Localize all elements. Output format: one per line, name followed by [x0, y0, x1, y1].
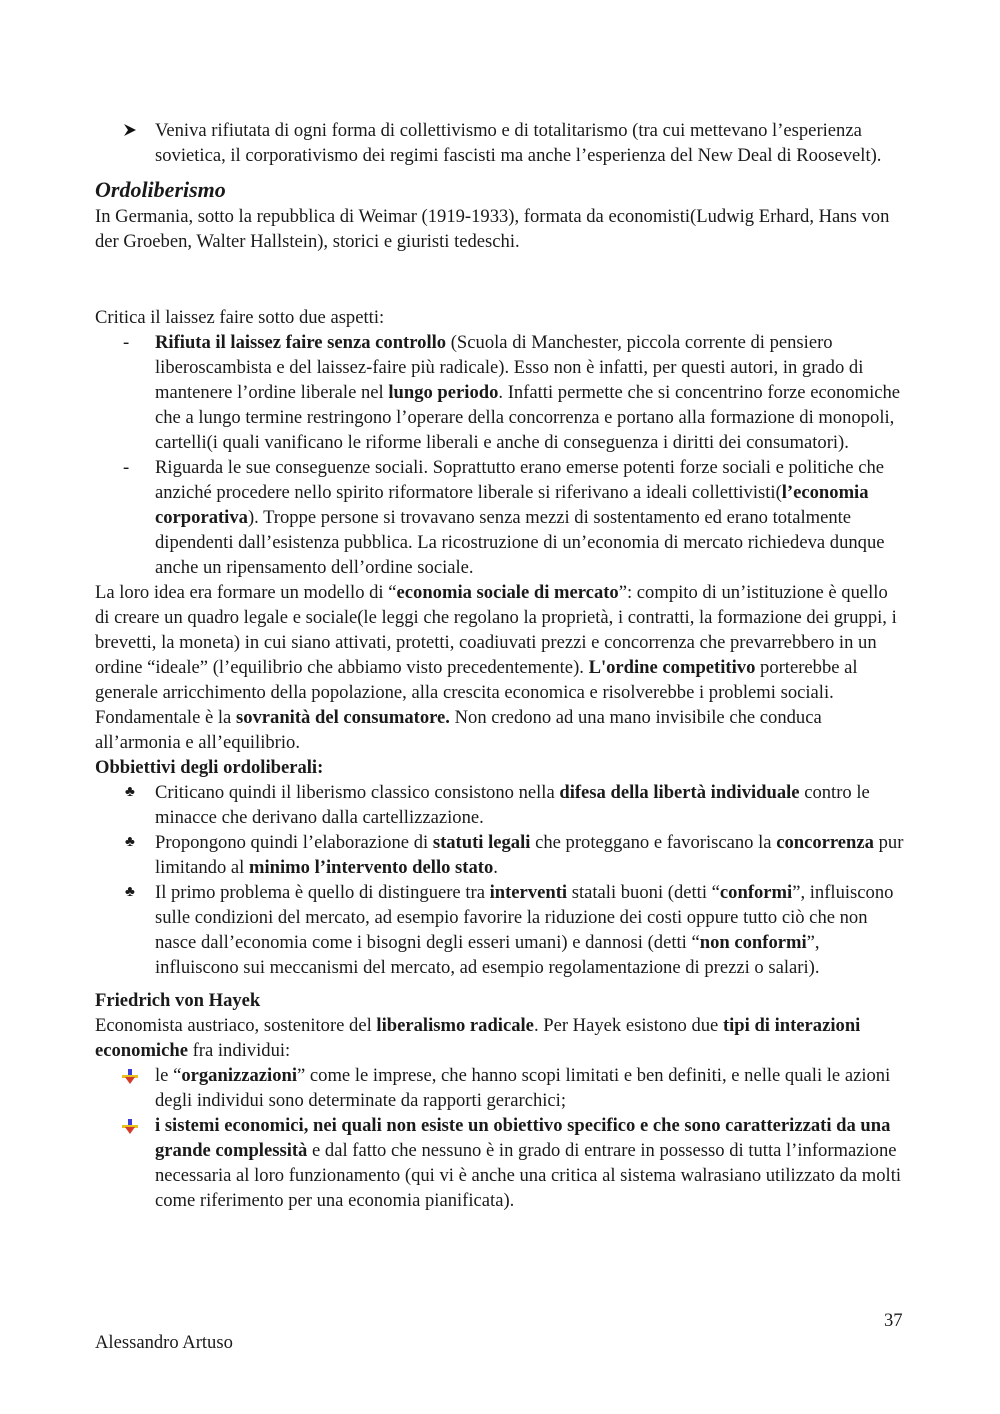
- colored-arrow-bullet-icon: [122, 1117, 138, 1133]
- objective-2-text: Propongono quindi l’elaborazione di statuti legali che proteggano e favoriscano la concorrenza pur limitando al minimo l’intervento dello stato.: [155, 832, 904, 878]
- page-number: 37: [884, 1310, 903, 1331]
- hayek-item-1: [95, 1063, 905, 1113]
- aspect-2-text: Riguarda le sue conseguenze sociali. Soprattutto erano emerse potenti forze sociali e politiche che anziché procedere nello spirito riformatore liberale si riferivano a ideali collettivisti(l’economia corporativa). Troppe persone si trovavano senza mezzi di sostentamento ed erano totalmente dipendenti dall’esistenza pubblica. La ricostruzione di un’economia di mercato richiedeva dunque anche un ripensamento dell’ordine sociale.: [155, 457, 885, 578]
- critica-intro: Critica il laissez faire sotto due aspetti:: [95, 307, 385, 328]
- intro-bullet-item: [95, 118, 905, 168]
- objective-item-3: [95, 880, 905, 980]
- club-bullet-icon: ♣: [125, 834, 135, 850]
- club-bullet-icon: ♣: [125, 884, 135, 900]
- objective-3-text: Il primo problema è quello di distinguere tra interventi statali buoni (detti “conformi”, influiscono sulle condizioni del mercato, ad esempio favorire la riduzione dei costi oppure tutto ciò che non nasce dall’economia come i bisogni degli esseri umani) e dannosi (detti “non conformi”, influiscono sui meccanismi del mercato, ad esempio regolamentazione di prezzi o salari).: [155, 882, 894, 978]
- section-heading-hayek: Friedrich von Hayek: [95, 990, 261, 1011]
- idea-paragraph: La loro idea era formare un modello di “economia sociale di mercato”: compito di un’istituzione è quello di creare un quadro legale e sociale(le leggi che regolano la proprietà, i contratti, la formazione dei gruppi, i brevetti, la moneta) in cui siano attivati, protetti, coadiuvati prezzi e concorrenza che prevarrebbero in un ordine “ideale” (l’equilibrio che abbiamo visto precedentemente). L'ordine competitivo porterebbe al generale arricchimento della popolazione, alla crescita economica e risolverebbe i problemi sociali. Fondamentale è la sovranità del consumatore. Non credono ad una mano invisibile che conduca all’armonia e all’equilibrio.: [95, 582, 897, 753]
- objectives-heading: Obbiettivi degli ordoliberali:: [95, 757, 324, 778]
- hayek-item-2: [95, 1113, 905, 1213]
- dash-marker: -: [123, 332, 130, 353]
- footer-author: Alessandro Artuso: [95, 1332, 233, 1353]
- dash-marker: -: [123, 457, 130, 478]
- arrow-bullet-icon: [123, 118, 143, 143]
- objective-item-1: [95, 780, 905, 830]
- intro-bullet-text: Veniva rifiutata di ogni forma di collettivismo e di totalitarismo (tra cui mettevano l’esperienza sovietica, il corporativismo dei regimi fascisti ma anche l’esperienza del New Deal di Roosevelt).: [155, 120, 882, 166]
- page-content: [95, 118, 905, 1213]
- aspect-item-1: [95, 330, 905, 455]
- objective-1-text: Criticano quindi il liberismo classico consistono nella difesa della libertà individuale contro le minacce che derivano dalla cartellizzazione.: [155, 782, 870, 828]
- hayek-item-2-text: i sistemi economici, nei quali non esiste un obiettivo specifico e che sono caratterizzati da una grande complessità e dal fatto che nessuno è in grado di entrare in possesso di tutta l’informazione necessaria al loro funzionamento (qui vi è anche una critica al sistema walrasiano utilizzato da molti come riferimento per una economia pianificata).: [155, 1115, 902, 1211]
- section-heading-ordoliberismo: Ordoliberismo: [95, 177, 226, 202]
- aspect-item-2: [95, 455, 905, 580]
- aspect-1-text: Rifiuta il laissez faire senza controllo (Scuola di Manchester, piccola corrente di pensiero liberoscambista e del laissez-faire più radicale). Esso non è infatti, per questi autori, in grado di mantenere l’ordine liberale nel lungo periodo. Infatti permette che si concentrino forze economiche che a lungo termine restringono l’operare della concorrenza e portano alla formazione di monopoli, cartelli(i quali vanificano le riforme liberali e anche di conseguenza i diritti dei consumatori).: [155, 332, 901, 453]
- colored-arrow-bullet-icon: [122, 1067, 138, 1083]
- objective-item-2: [95, 830, 905, 880]
- ordo-intro-paragraph: In Germania, sotto la repubblica di Weimar (1919-1933), formata da economisti(Ludwig Erhard, Hans von der Groeben, Walter Hallstein), storici e giuristi tedeschi.: [95, 206, 890, 252]
- hayek-intro-paragraph: Economista austriaco, sostenitore del liberalismo radicale. Per Hayek esistono due tipi di interazioni economiche fra individui:: [95, 1015, 861, 1061]
- hayek-item-1-text: le “organizzazioni” come le imprese, che hanno scopi limitati e ben definiti, e nelle quali le azioni degli individui sono determinate da rapporti gerarchici;: [155, 1065, 891, 1111]
- club-bullet-icon: ♣: [125, 784, 135, 800]
